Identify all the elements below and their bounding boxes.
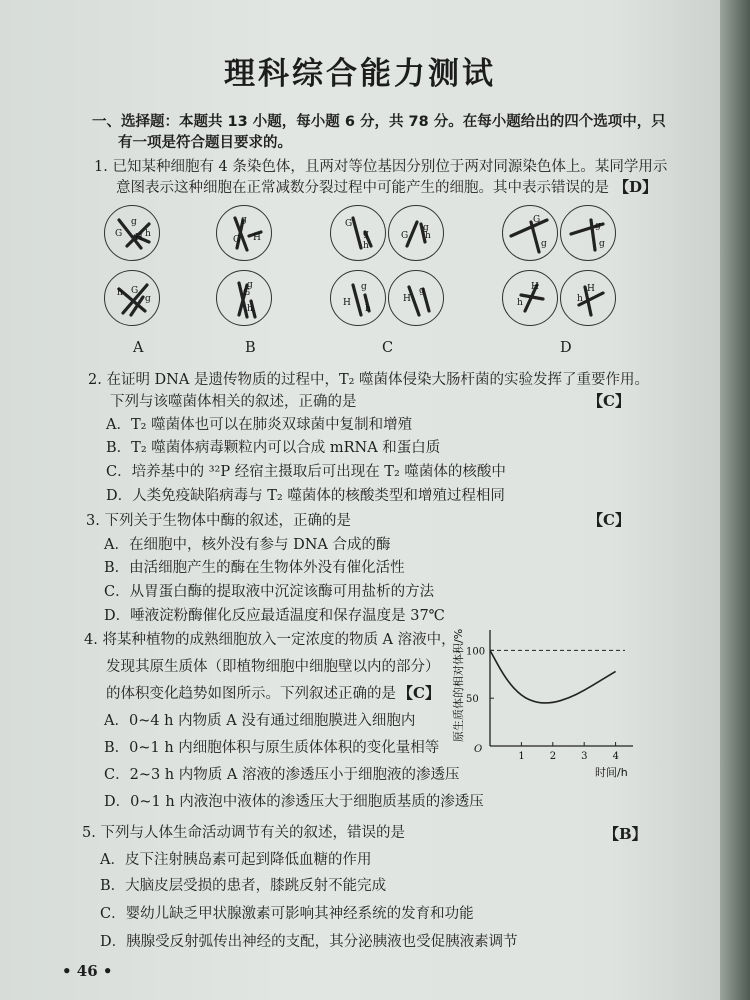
q5-option-c: C．婴幼儿缺乏甲状腺激素可影响其神经系统的发育和功能 (100, 906, 474, 922)
q3-option-d: D．唾液淀粉酶催化反应最适温度和保存温度是 37℃ (104, 608, 445, 624)
cell-diagram-c3 (330, 270, 386, 326)
x-axis-label: 时间/h (595, 766, 628, 779)
gene-label: g (363, 229, 369, 239)
gene-label: G (243, 288, 251, 298)
q1-label-d: D (560, 340, 572, 356)
x-tick-label: 4 (612, 751, 619, 762)
q5-option-b: B．大脑皮层受损的患者，膝跳反射不能完成 (100, 878, 387, 894)
chromosome (407, 222, 417, 246)
chromosome (353, 285, 361, 315)
gene-label: H (587, 284, 595, 294)
gene-label: g (361, 282, 367, 292)
chromosome (353, 218, 361, 248)
gene-label: h (577, 294, 583, 304)
cell-diagram-c4 (388, 270, 444, 326)
cell-diagram-a2 (104, 270, 160, 326)
q4-stem: 4. 将某种植物的成熟细胞放入一定浓度的物质 A 溶液中， (84, 632, 456, 648)
q5-stem: 5. 下列与人体生命活动调节有关的叙述，错误的是 (82, 825, 405, 841)
gene-label: g (145, 294, 151, 304)
q2-option-b: B．T₂ 噬菌体病毒颗粒内可以合成 mRNA 和蛋白质 (106, 440, 441, 456)
gene-label: g (247, 280, 253, 290)
gene-label: H (531, 282, 539, 292)
gene-label: G (115, 229, 123, 239)
q4-volume-chart (440, 618, 640, 788)
q3-option-c: C．从胃蛋白酶的提取液中沉淀该酶可用盐析的方法 (104, 584, 435, 600)
cell-diagram-d2 (560, 205, 616, 261)
q3-option-b: B．由活细胞产生的酶在生物体外没有催化活性 (104, 560, 405, 576)
q1-stem: 1. 已知某种细胞有 4 条染色体，且两对等位基因分别位于两对同源染色体上。某同学用示 (94, 159, 668, 175)
page-title: 理科综合能力测试 (224, 56, 496, 92)
gene-label: h (517, 298, 523, 308)
gene-label: g (131, 217, 137, 227)
gene-label: g (419, 286, 425, 296)
q1-stem-cont: 意图表示这种细胞在正常减数分裂过程中可能产生的细胞。其中表示错误的是 (116, 180, 609, 196)
q2-stem: 2. 在证明 DNA 是遗传物质的过程中，T₂ 噬菌体侵染大肠杆菌的实验发挥了重要作用。 (88, 372, 650, 388)
gene-label: H (253, 233, 261, 243)
gene-label: h (247, 304, 253, 314)
q2-answer: 【C】 (588, 392, 630, 410)
page-edge (720, 0, 750, 1000)
gene-label: g (599, 239, 605, 249)
q4-stem-cont1: 发现其原生质体（即植物细胞中细胞壁以内的部分） (106, 659, 440, 675)
q2-stem-cont: 下列与该噬菌体相关的叙述，正确的是 (110, 394, 357, 410)
gene-label: G (131, 286, 139, 296)
y-axis-label: 原生质体的相对体积/% (452, 628, 465, 742)
q5-option-a: A．皮下注射胰岛素可起到降低血糖的作用 (100, 852, 372, 868)
gene-label: h (363, 241, 369, 251)
q1-label-c: C (382, 340, 394, 356)
gene-label: G (233, 235, 241, 245)
q4-option-d: D．0~1 h 内液泡中液体的渗透压大于细胞质基质的渗透压 (104, 794, 484, 810)
gene-label: h (117, 288, 123, 298)
gene-label: g (241, 215, 247, 225)
gene-label: G (345, 219, 353, 229)
chromosome (511, 220, 547, 236)
x-tick-label: 3 (581, 751, 588, 762)
x-tick-label: 2 (549, 751, 557, 762)
gene-label: H (403, 294, 411, 304)
q4-option-a: A．0~4 h 内物质 A 没有通过细胞膜进入细胞内 (104, 713, 416, 729)
q3-answer: 【C】 (588, 511, 630, 529)
gene-label: H (135, 233, 143, 243)
page-number: • 46 • (62, 962, 113, 980)
q4-stem-cont2: 的体积变化趋势如图所示。下列叙述正确的是 (106, 686, 396, 702)
q3-stem: 3. 下列关于生物体中酶的叙述，正确的是 (86, 513, 351, 529)
volume-curve (490, 650, 616, 703)
q2-option-d: D．人类免疫缺陷病毒与 T₂ 噬菌体的核酸类型和增殖过程相同 (106, 488, 505, 504)
section-heading-cont: 有一项是符合题目要求的。 (118, 135, 292, 151)
cell-diagram-c1 (330, 205, 386, 261)
q1-answer: 【D】 (614, 178, 658, 196)
q5-answer: 【B】 (604, 825, 647, 843)
q1-label-a: A (133, 340, 144, 356)
gene-label: H (343, 298, 351, 308)
q5-option-d: D．胰腺受反射弧传出神经的支配，其分泌胰液也受促胰液素调节 (100, 934, 518, 950)
q4-option-c: C．2~3 h 内物质 A 溶液的渗透压小于细胞液的渗透压 (104, 767, 460, 783)
q2-option-c: C．培养基中的 ³²P 经宿主摄取后可出现在 T₂ 噬菌体的核酸中 (106, 464, 506, 480)
y-tick-label: 50 (466, 694, 479, 706)
x-tick-label: 1 (518, 751, 525, 762)
gene-label: h (145, 229, 151, 239)
gene-label: h (365, 304, 371, 314)
y-tick-label: 100 (466, 646, 486, 658)
gene-label: g (595, 221, 601, 231)
gene-label: G (533, 215, 541, 225)
gene-label: h (425, 231, 431, 241)
q4-option-b: B．0~1 h 内细胞体积与原生质体体积的变化量相等 (104, 740, 440, 756)
section-heading: 一、选择题：本题共 13 小题，每小题 6 分，共 78 分。在每小题给出的四个选项中，只 (92, 114, 666, 130)
q1-label-b: B (245, 340, 256, 356)
gene-label: g (541, 239, 547, 249)
cell-diagram-d3 (502, 270, 558, 326)
origin-label: O (474, 744, 483, 755)
gene-label: G (401, 231, 409, 241)
cell-diagram-c2 (388, 205, 444, 261)
cell-diagram-d4 (560, 270, 616, 326)
chromosome (521, 295, 543, 299)
q2-option-a: A．T₂ 噬菌体也可以在肺炎双球菌中复制和增殖 (106, 417, 413, 433)
gene-label: g (423, 223, 429, 233)
cell-diagram-a1 (104, 205, 160, 261)
q4-answer: 【C】 (398, 684, 440, 702)
cell-diagram-b1 (216, 205, 272, 261)
cell-diagram-b2 (216, 270, 272, 326)
q3-option-a: A．在细胞中，核外没有参与 DNA 合成的酶 (104, 537, 391, 553)
cell-diagram-d1 (502, 205, 558, 261)
